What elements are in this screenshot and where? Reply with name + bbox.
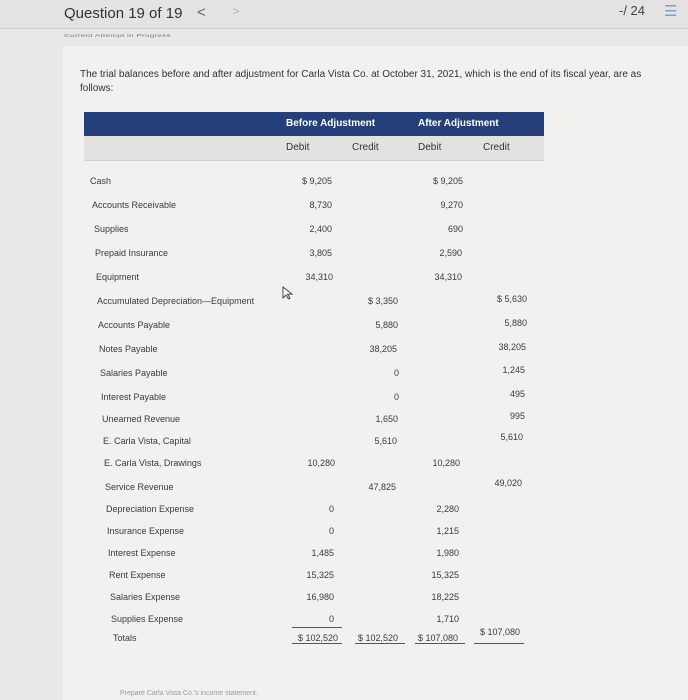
before-debit-heading: Debit [286, 142, 310, 153]
table-cell-ac: $ 107,080 [479, 627, 520, 637]
table-row-account-label: Accounts Receivable [92, 200, 177, 210]
table-cell-ad: 15,325 [431, 570, 459, 580]
table-cell-bd: $ 9,205 [301, 176, 332, 186]
table-cell-bc: 38,205 [369, 344, 397, 354]
table-cell-ad: $ 107,080 [417, 633, 458, 643]
table-cell-ad: 34,310 [434, 272, 462, 282]
table-cell-ad: 10,280 [432, 458, 460, 468]
table-cell-bc: 0 [393, 368, 399, 378]
after-credit-heading: Credit [483, 142, 510, 153]
table-cell-ad: 1,980 [436, 548, 459, 558]
table-cell-ad: $ 9,205 [432, 176, 463, 186]
before-adjustment-heading: Before Adjustment [286, 118, 376, 129]
table-cell-ad: 18,225 [431, 592, 459, 602]
total-rule [415, 643, 465, 644]
table-cell-bd: $ 102,520 [297, 633, 338, 643]
table-cell-ac: 495 [509, 389, 525, 399]
table-row-account-label: Depreciation Expense [106, 504, 195, 514]
table-cell-ac: 49,020 [494, 477, 522, 488]
total-rule [355, 643, 405, 644]
table-row-account-label: Service Revenue [105, 482, 174, 492]
next-question-button[interactable]: > [233, 6, 240, 18]
table-cell-bd: 0 [328, 504, 334, 514]
table-cell-ad: 9,270 [440, 200, 463, 210]
table-cell-ad: 690 [447, 224, 463, 234]
table-cell-ac: $ 5,630 [496, 294, 527, 305]
table-cell-bd: 0 [328, 614, 334, 624]
question-title: Question 19 of 19 [64, 5, 183, 22]
table-cell-bc: $ 3,350 [367, 296, 398, 306]
table-cell-bd: 2,400 [309, 224, 332, 234]
table-cell-bd: 1,485 [311, 548, 334, 558]
table-cell-bc: 5,610 [374, 436, 397, 446]
table-row-account-label: Notes Payable [99, 344, 158, 354]
table-cell-bd: 3,805 [309, 248, 332, 258]
total-rule [292, 643, 342, 644]
table-row-account-label: Supplies [94, 224, 129, 234]
table-row-account-label: Supplies Expense [111, 614, 184, 624]
table-cell-ac: 995 [509, 410, 525, 421]
table-row-account-label: Unearned Revenue [102, 414, 181, 424]
table-row-account-label: Totals [113, 633, 137, 643]
table-cell-ac: 5,610 [500, 432, 523, 443]
table-row-account-label: Interest Expense [108, 548, 176, 558]
attempt-status: Current Attempt in Progress [64, 33, 171, 39]
table-row-account-label: Salaries Expense [110, 592, 181, 602]
total-rule [292, 627, 342, 628]
table-cell-bd: 15,325 [306, 570, 334, 580]
table-row-account-label: Salaries Payable [100, 368, 168, 378]
table-cell-bd: 16,980 [306, 592, 334, 602]
list-icon[interactable]: ☰ [664, 3, 678, 20]
table-row-account-label: E. Carla Vista, Capital [103, 436, 191, 446]
table-cell-bc: $ 102,520 [357, 633, 398, 643]
table-column-header [84, 136, 544, 161]
previous-question-button[interactable]: < [197, 4, 206, 21]
total-rule [474, 643, 524, 644]
table-cell-bd: 10,280 [307, 458, 335, 468]
question-header [0, 0, 688, 29]
table-cell-bd: 0 [328, 526, 334, 536]
table-cell-bd: 34,310 [305, 272, 333, 282]
table-cell-bc: 1,650 [375, 414, 398, 424]
before-credit-heading: Credit [352, 142, 379, 153]
table-cell-bc: 5,880 [375, 320, 398, 330]
table-row-account-label: Rent Expense [109, 570, 166, 580]
table-cell-ac: 1,245 [502, 365, 525, 376]
instruction-text: Prepare Carla Vista Co.'s income statement. [120, 690, 258, 697]
mouse-cursor-icon [282, 286, 294, 305]
table-row-account-label: Prepaid Insurance [95, 248, 169, 258]
after-adjustment-heading: After Adjustment [418, 118, 499, 129]
table-row-account-label: Cash [90, 176, 112, 186]
table-cell-ad: 2,280 [436, 504, 459, 514]
after-debit-heading: Debit [418, 142, 442, 153]
table-cell-ac: 38,205 [498, 341, 526, 352]
table-cell-ad: 1,215 [436, 526, 459, 536]
table-row-account-label: Accounts Payable [98, 320, 171, 330]
table-row-account-label: Interest Payable [101, 392, 167, 402]
table-row-account-label: Equipment [96, 272, 140, 282]
score-display: -/ 24 [619, 3, 646, 18]
table-row-account-label: Accumulated Depreciation—Equipment [97, 296, 255, 306]
table-cell-bc: 0 [393, 392, 399, 402]
table-cell-ad: 2,590 [439, 248, 462, 258]
table-row-account-label: Insurance Expense [107, 526, 185, 536]
table-cell-ad: 1,710 [436, 614, 459, 624]
table-cell-ac: 5,880 [504, 318, 527, 328]
problem-intro: The trial balances before and after adjustment for Carla Vista Co. at October 31, 2021, which is the end of its fiscal year, are as follows: [80, 69, 642, 94]
table-cell-bd: 8,730 [309, 200, 332, 210]
table-cell-bc: 47,825 [368, 482, 396, 492]
table-row-account-label: E. Carla Vista, Drawings [104, 458, 202, 468]
